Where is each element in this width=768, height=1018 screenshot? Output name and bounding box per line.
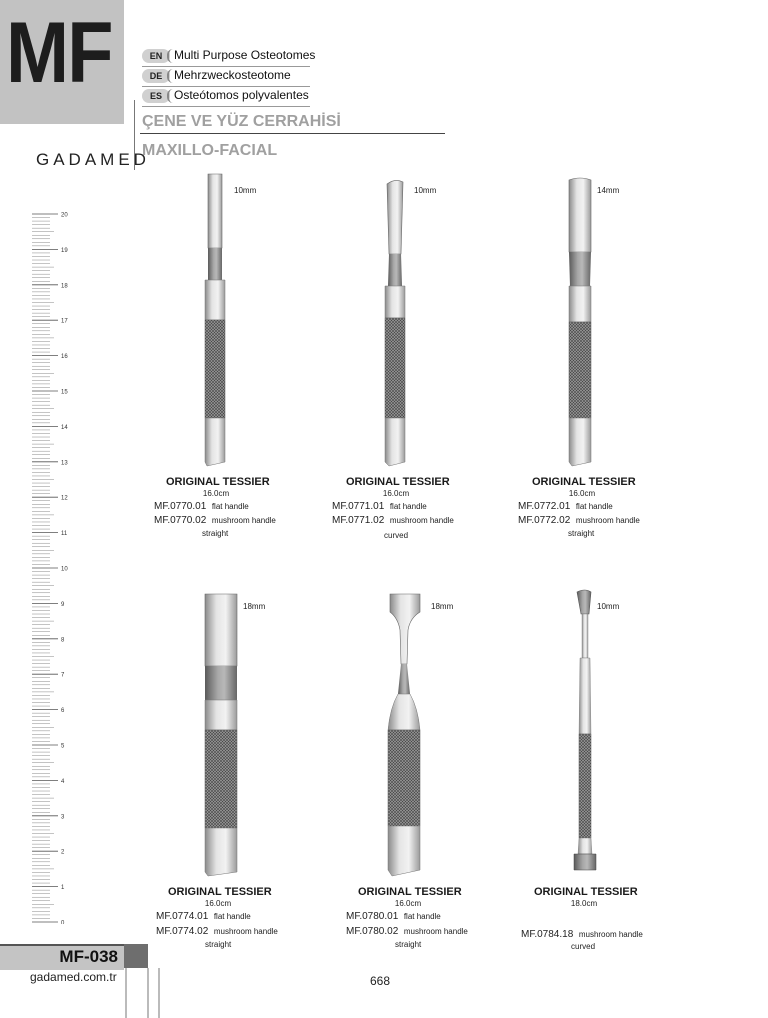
product-code-line	[332, 501, 427, 512]
product-code: MF.0780.02	[346, 926, 399, 937]
product-code-line	[346, 926, 468, 937]
product-code: MF.0774.01	[156, 911, 209, 922]
ruler-label: 0	[61, 920, 65, 924]
ruler-label: 4	[61, 778, 65, 785]
product-code: MF.0780.01	[346, 911, 399, 922]
ruler-label: 12	[61, 495, 68, 502]
language-label: Multi Purpose Osteotomes	[174, 48, 316, 62]
footer-accent-block	[124, 944, 148, 968]
ruler-label: 7	[61, 672, 65, 679]
product-code-note: flat handle	[389, 502, 427, 511]
blade-width-label: 18mm	[431, 602, 454, 611]
product-code-note: mushroom handle	[578, 930, 643, 939]
product-code-line	[518, 515, 640, 526]
ruler-label: 8	[61, 637, 65, 644]
product-code-line	[154, 515, 276, 526]
language-label: Mehrzweckosteotome	[174, 68, 291, 82]
section-title-tr: ÇENE VE YÜZ CERRAHİSİ	[142, 113, 341, 130]
product-length: 16.0cm	[382, 489, 410, 498]
blade-width-label: 14mm	[597, 186, 620, 195]
ruler-label: 17	[61, 318, 68, 325]
product-code: MF.0772.02	[518, 515, 571, 526]
osteotome-image	[200, 590, 242, 880]
product-code: MF.0771.01	[332, 501, 385, 512]
ruler-label: 13	[61, 460, 68, 467]
product-length: 16.0cm	[204, 899, 232, 908]
osteotome-image	[195, 172, 235, 468]
ruler-label: 10	[61, 566, 68, 573]
language-row-en	[142, 48, 316, 67]
product-code-note: flat handle	[403, 912, 441, 921]
section-code-block	[0, 0, 124, 124]
osteotome-image	[565, 588, 605, 878]
product-code-note: flat handle	[211, 502, 249, 511]
osteotome-image	[380, 590, 430, 880]
product-code-line	[154, 501, 249, 512]
product-code-note: flat handle	[213, 912, 251, 921]
product-variant: curved	[571, 942, 596, 951]
product-length: 16.0cm	[202, 489, 230, 498]
ruler-label: 11	[61, 531, 68, 538]
product-code: MF.0770.02	[154, 515, 207, 526]
ruler-label: 9	[61, 601, 65, 608]
section-code: MF	[6, 5, 112, 101]
ruler-label: 14	[61, 424, 68, 431]
product-variant: straight	[568, 529, 595, 538]
header-divider	[140, 133, 445, 134]
language-code: DE	[142, 69, 170, 83]
product-variant: straight	[202, 529, 229, 538]
ruler-label: 6	[61, 708, 65, 715]
product-code-note: mushroom handle	[403, 927, 468, 936]
language-row-de	[142, 68, 310, 87]
catalog-code-block	[0, 944, 124, 970]
blade-width-label: 18mm	[243, 602, 266, 611]
product-length: 16.0cm	[568, 489, 596, 498]
osteotome-image	[375, 178, 415, 468]
catalog-code: MF-038	[59, 947, 118, 966]
product-code: MF.0771.02	[332, 515, 385, 526]
measuring-ruler	[30, 212, 70, 924]
ruler-label: 18	[61, 283, 68, 290]
product-code-line	[156, 926, 278, 937]
ruler-label: 5	[61, 743, 65, 750]
product-code-line	[521, 929, 643, 940]
ruler-label: 15	[61, 389, 68, 396]
osteotome-image	[560, 176, 600, 468]
product-title: ORIGINAL TESSIER	[346, 476, 450, 488]
product-code-line	[346, 911, 441, 922]
product-title: ORIGINAL TESSIER	[534, 886, 638, 898]
language-code: EN	[142, 49, 170, 63]
product-code-note: mushroom handle	[575, 516, 640, 525]
product-title: ORIGINAL TESSIER	[358, 886, 462, 898]
product-variant: straight	[205, 940, 232, 949]
footer-decoration	[124, 968, 160, 1018]
product-code-note: mushroom handle	[389, 516, 454, 525]
blade-width-label: 10mm	[234, 186, 257, 195]
blade-width-label: 10mm	[414, 186, 437, 195]
product-title: ORIGINAL TESSIER	[166, 476, 270, 488]
product-code: MF.0770.01	[154, 501, 207, 512]
page-number: 668	[370, 974, 391, 988]
product-code: MF.0784.18	[521, 929, 574, 940]
product-code: MF.0772.01	[518, 501, 571, 512]
product-code-line	[332, 515, 454, 526]
ruler-label: 3	[61, 814, 65, 821]
ruler-label: 20	[61, 212, 68, 219]
ruler-label: 2	[61, 849, 65, 856]
section-title-en: MAXILLO-FACIAL	[142, 142, 278, 159]
product-code-line	[156, 911, 251, 922]
blade-width-label: 10mm	[597, 602, 620, 611]
product-code-note: flat handle	[575, 502, 613, 511]
language-code: ES	[142, 89, 170, 103]
product-title: ORIGINAL TESSIER	[168, 886, 272, 898]
product-length: 16.0cm	[394, 899, 422, 908]
product-code-line	[518, 501, 613, 512]
product-length: 18.0cm	[570, 899, 598, 908]
language-row-es	[142, 88, 310, 107]
product-title: ORIGINAL TESSIER	[532, 476, 636, 488]
ruler-label: 1	[61, 885, 65, 892]
ruler-label: 19	[61, 247, 68, 254]
language-label: Osteótomos polyvalentes	[174, 88, 309, 102]
brand-logo: GADAMED	[36, 150, 150, 169]
product-code: MF.0774.02	[156, 926, 209, 937]
product-code-note: mushroom handle	[211, 516, 276, 525]
website-link[interactable]: gadamed.com.tr	[30, 970, 117, 984]
product-code-note: mushroom handle	[213, 927, 278, 936]
ruler-label: 16	[61, 354, 68, 361]
product-variant: straight	[395, 940, 422, 949]
product-variant: curved	[384, 531, 409, 540]
